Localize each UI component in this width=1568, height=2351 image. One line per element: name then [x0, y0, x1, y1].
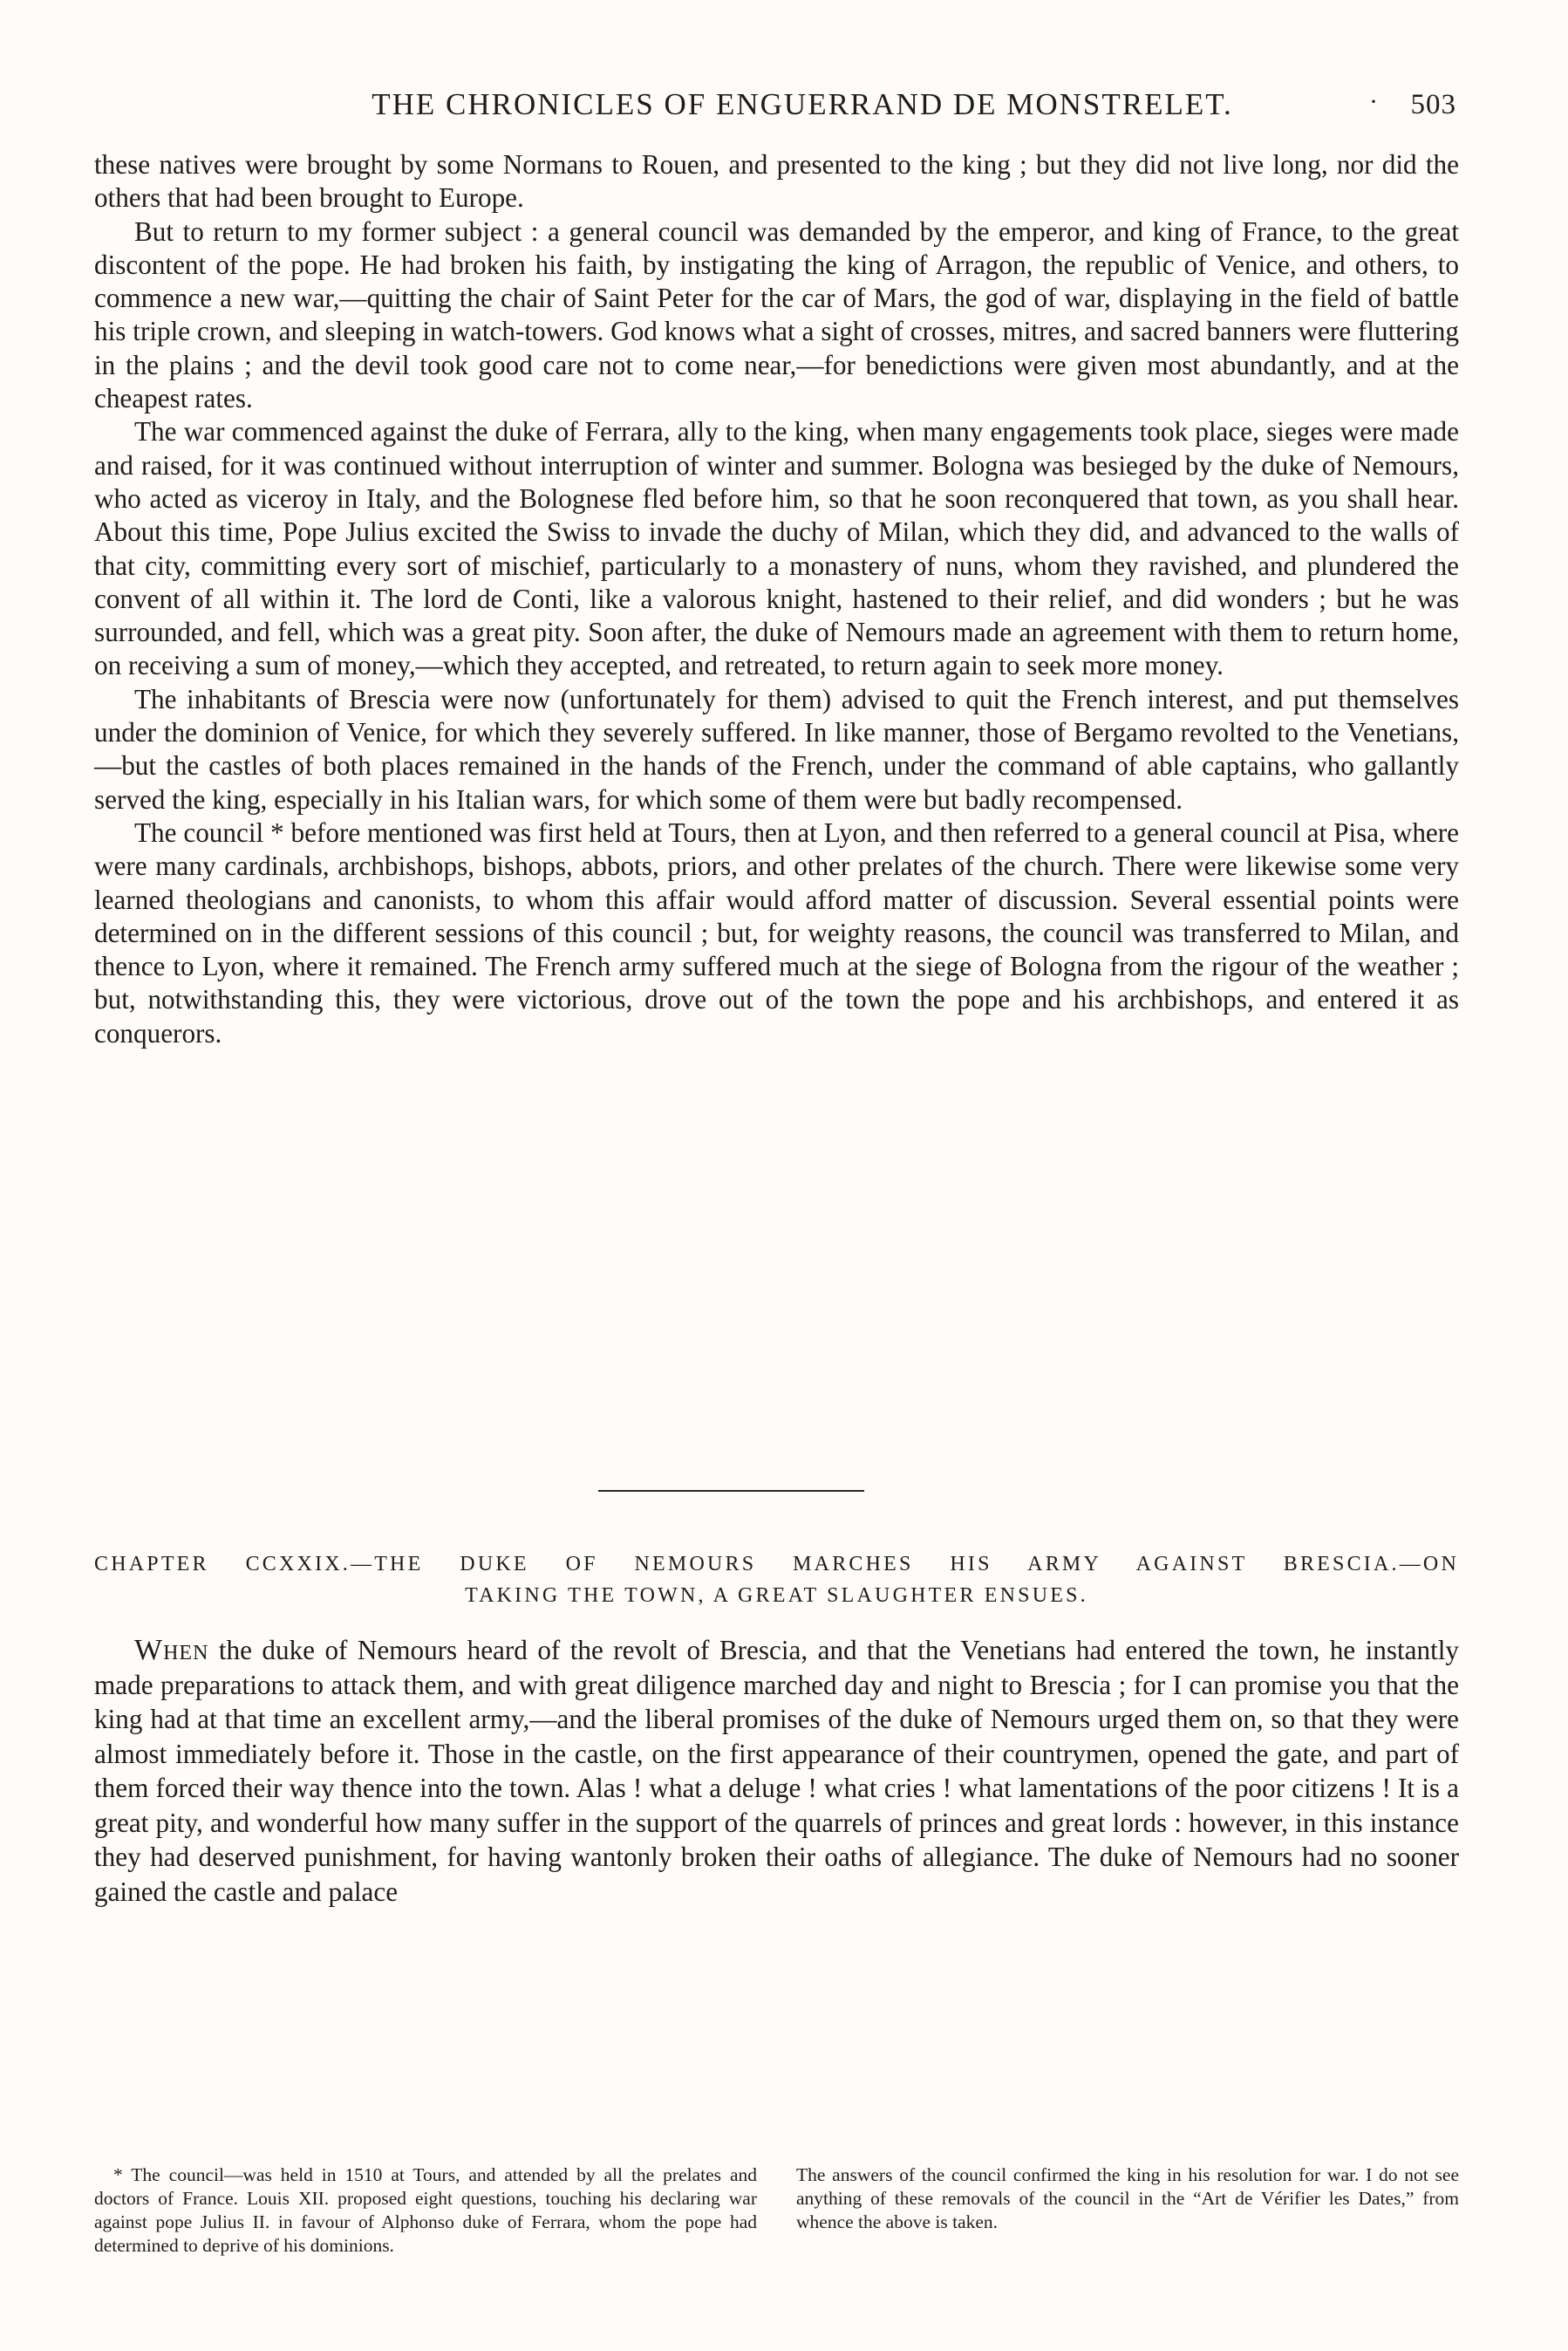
- running-title: THE CHRONICLES OF ENGUERRAND DE MONSTRELET.: [372, 87, 1233, 121]
- chapter-heading: [94, 1548, 1459, 1611]
- paragraph: The council * before mentioned was first held at Tours, then at Lyon, and then referred to a general council at Pisa, where were many cardinals, archbishops, bishops, abbots, priors, and other prelates of the church. There were likewise some very learned theologians and canonists, to whom this affair would afford matter of discussion. Several essential points were determined on in the different sessions of this council ; but, for weighty reasons, the council was transferred to Milan, and thence to Lyon, where it remained. The French army suffered much at the siege of Bologna from the rigour of the weather ; but, notwithstanding this, they were victorious, drove out of the town the pope and his archbishops, and entered it as conquerors.: [94, 817, 1459, 1049]
- chapter-paragraph: [94, 1633, 1459, 1909]
- section-divider: [598, 1490, 864, 1492]
- running-head: [96, 87, 1456, 131]
- chapter-lead-word: When: [134, 1634, 209, 1666]
- footnote-text: The answers of the council confirmed the king in his resolution for war. I do not see anything of these removals of the council in the “Art de Vérifier les Dates,” from whence the above is taken.: [796, 2164, 1459, 2232]
- paragraph: The inhabitants of Brescia were now (unfortunately for them) advised to quit the French interest, and put themselves under the dominion of Venice, for which they severely suffered. In like manner, those of Bergamo revolted to the Venetians,—but the castles of both places remained in the hands of the French, under the command of able captains, who gallantly served the king, especially in his Italian wars, for which some of them were but badly recompensed.: [94, 683, 1459, 815]
- paragraph: But to return to my former subject : a general council was demanded by the emperor, and king of France, to the great discontent of the pope. He had broken his faith, by instigating the king of Arragon, the republic of Venice, and others, to commence a new war,—quitting the chair of Saint Peter for the car of Mars, the god of war, displaying in the field of battle his triple crown, and sleeping in watch-towers. God knows what a sight of crosses, mitres, and sacred banners were fluttering in the plains ; and the devil took good care not to come near,—for benedictions were given most abundantly, and at the cheapest rates.: [94, 215, 1459, 414]
- chapter-heading-line-2: TAKING THE TOWN, A GREAT SLAUGHTER ENSUES.: [465, 1584, 1088, 1607]
- chapter-paragraph-text: the duke of Nemours heard of the revolt of Brescia, and that the Venetians had entered the town, he instantly made preparations to attack them, and with great diligence marched day and night to Brescia ; for I can promise you that the king had at that time an excellent army,—and the liberal promises of the duke of Nemours urged them on, so that they were almost immediately before it. Those in the castle, on the first appearance of their countrymen, opened the gate, and part of them forced their way thence into the town. Alas ! what a deluge ! what cries ! what lamentations of the poor citizens ! It is a great pity, and wonderful how many suffer in the support of the quarrels of princes and great lords : however, in this instance they had deserved punishment, for having wantonly broken their oaths of allegiance. The duke of Nemours had no sooner gained the castle and palace: [94, 1635, 1459, 1907]
- footnote-column-right: [796, 2163, 1459, 2258]
- page-number: 503: [1410, 89, 1456, 120]
- footnotes: [94, 2163, 1459, 2258]
- chapter-heading-line-1: CHAPTER CCXXIX.—THE DUKE OF NEMOURS MARCHES HIS ARMY AGAINST BRESCIA.—ON: [94, 1553, 1459, 1575]
- paragraph: these natives were brought by some Normans to Rouen, and presented to the king ; but they did not live long, nor did the others that had been brought to Europe.: [94, 149, 1459, 214]
- paragraph: The war commenced against the duke of Ferrara, ally to the king, when many engagements took place, sieges were made and raised, for it was continued without interruption of winter and summer. Bologna was besieged by the duke of Nemours, who acted as viceroy in Italy, and the Bolognese fled before him, so that he soon reconquered that town, as you shall hear. About this time, Pope Julius excited the Swiss to invade the duchy of Milan, which they did, and advanced to the walls of that city, committing every sort of mischief, particularly to a monastery of nuns, whom they ravished, and plundered the convent of all within it. The lord de Conti, like a valorous knight, hastened to their relief, and did wonders ; but he was surrounded, and fell, which was a great pity. Soon after, the duke of Nemours made an agreement with them to return home, on receiving a sum of money,—which they accepted, and retreated, to return again to seek more money.: [94, 416, 1459, 681]
- chapter-text: [94, 1633, 1459, 1909]
- footnote-text: * The council—was held in 1510 at Tours, and attended by all the prelates and doctors of France. Louis XII. proposed eight questions, touching his declaring war against pope Julius II. in favour of Alphonso duke of Ferrara, whom the pope had determined to deprive of his dominions.: [94, 2164, 757, 2256]
- running-head-separator: ·: [1369, 87, 1378, 116]
- footnote-column-left: [94, 2163, 757, 2258]
- body-text: [94, 148, 1459, 1050]
